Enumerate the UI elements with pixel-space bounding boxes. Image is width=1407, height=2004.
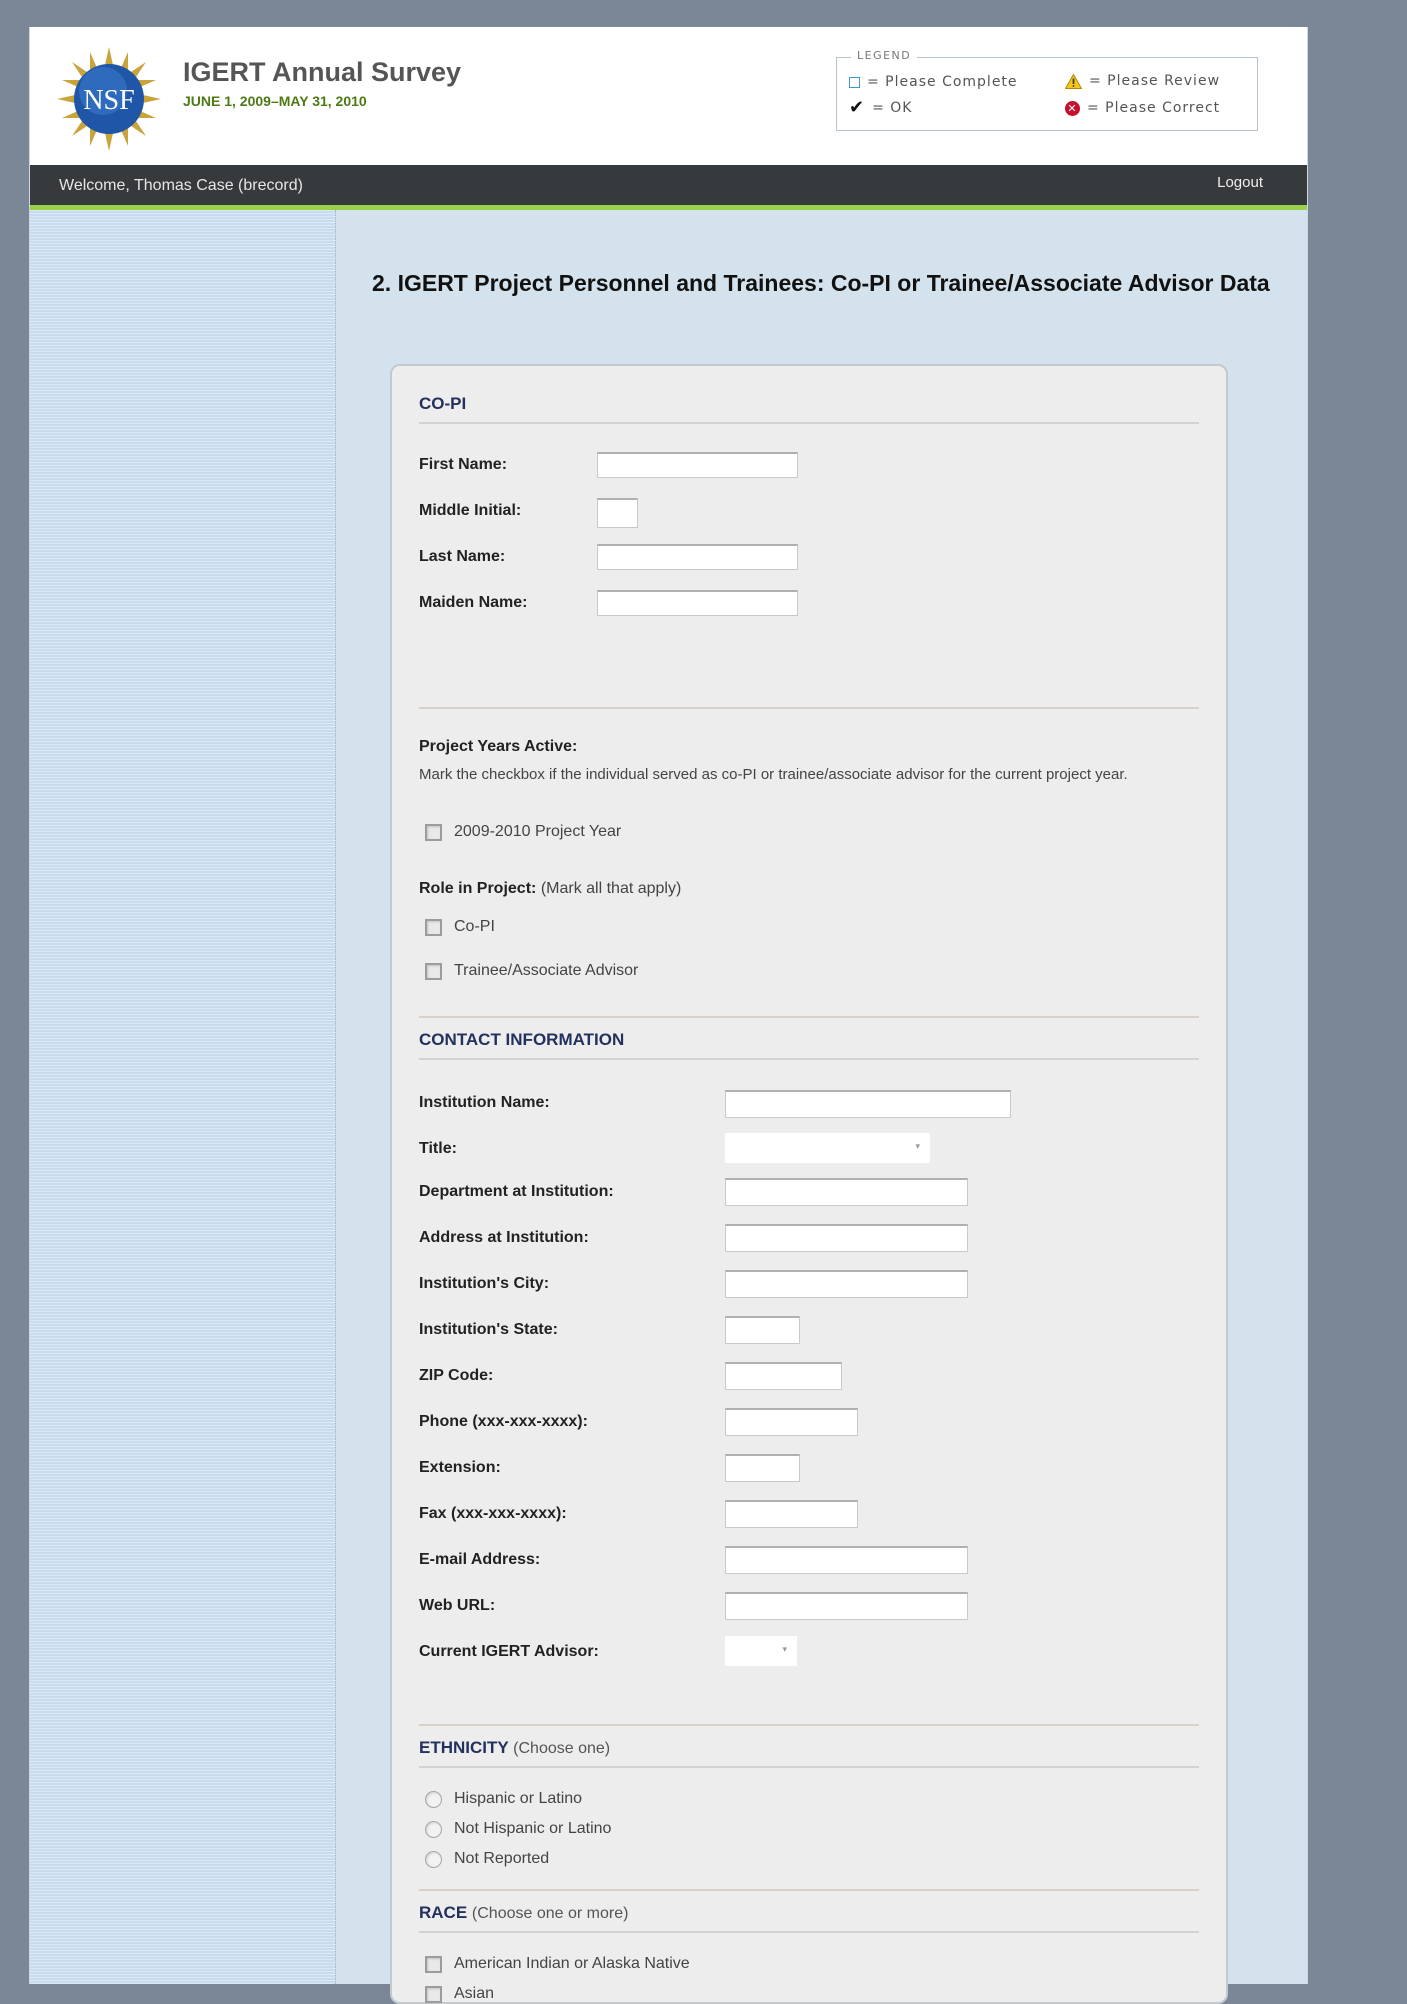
race-option-american-indian[interactable]: American Indian or Alaska Native — [425, 1955, 690, 1973]
state-input[interactable] — [725, 1316, 800, 1344]
sidebar — [30, 210, 336, 1984]
ethnicity-option-not-reported[interactable]: Not Reported — [425, 1850, 549, 1868]
address-input[interactable] — [725, 1224, 968, 1252]
page-container — [29, 27, 1308, 2002]
divider — [419, 1016, 1199, 1018]
role-trainee-advisor-option[interactable]: Trainee/Associate Advisor — [425, 962, 638, 980]
warning-icon — [1065, 74, 1082, 89]
divider — [419, 707, 1199, 709]
legend-title: LEGEND — [851, 49, 917, 62]
ethnicity-option-not-hispanic[interactable]: Not Hispanic or Latino — [425, 1820, 611, 1838]
project-years-label: Project Years Active: — [419, 738, 578, 755]
section-co-pi: CO-PI — [419, 394, 1199, 424]
city-label: Institution's City: — [419, 1275, 550, 1292]
ethnicity-radio-not-hispanic[interactable] — [425, 1821, 442, 1838]
institution-name-label: Institution Name: — [419, 1094, 550, 1111]
checkmark-icon: ✔ — [849, 97, 866, 118]
role-co-pi-checkbox[interactable] — [425, 919, 442, 936]
fax-input[interactable] — [725, 1500, 858, 1528]
project-years-help: Mark the checkbox if the individual served as co-PI or trainee/associate advisor for the current project year. — [419, 766, 1128, 783]
extension-label: Extension: — [419, 1459, 501, 1476]
maiden-name-input[interactable] — [597, 590, 798, 616]
address-label: Address at Institution: — [419, 1229, 589, 1246]
divider — [419, 1724, 1199, 1726]
extension-input[interactable] — [725, 1454, 800, 1482]
race-checkbox-american-indian[interactable] — [425, 1956, 442, 1973]
zip-code-input[interactable] — [725, 1362, 842, 1390]
legend-please-complete: = Please Complete — [849, 74, 1018, 90]
empty-box-icon — [849, 77, 860, 88]
app-title: IGERT Annual Survey — [183, 57, 462, 87]
first-name-label: First Name: — [419, 456, 508, 473]
page-title: 2. IGERT Project Personnel and Trainees: Co-PI or Trainee/Associate Advisor Data — [372, 270, 1270, 296]
first-name-input[interactable] — [597, 452, 798, 478]
phone-input[interactable] — [725, 1408, 858, 1436]
legend-ok: ✔ = OK — [849, 97, 913, 118]
state-label: Institution's State: — [419, 1321, 558, 1338]
nsf-logo — [57, 47, 161, 151]
error-x-icon: ✕ — [1065, 101, 1080, 116]
email-label: E-mail Address: — [419, 1551, 541, 1568]
middle-initial-input[interactable] — [597, 498, 638, 528]
last-name-label: Last Name: — [419, 548, 506, 565]
institution-name-input[interactable] — [725, 1090, 1011, 1118]
last-name-input[interactable] — [597, 544, 798, 570]
title-label: Title: — [419, 1140, 457, 1157]
legend — [836, 49, 1258, 131]
fax-label: Fax (xxx-xxx-xxxx): — [419, 1505, 567, 1522]
race-option-asian[interactable]: Asian — [425, 1985, 494, 2003]
web-url-input[interactable] — [725, 1592, 968, 1620]
role-trainee-advisor-checkbox[interactable] — [425, 963, 442, 980]
role-in-project-label: Role in Project: (Mark all that apply) — [419, 880, 682, 897]
logout-link[interactable]: Logout — [1217, 174, 1263, 191]
title-select[interactable] — [725, 1133, 930, 1163]
role-co-pi-option[interactable]: Co-PI — [425, 918, 495, 936]
chevron-down-icon: ▾ — [915, 1141, 920, 1151]
department-input[interactable] — [725, 1178, 968, 1206]
zip-code-label: ZIP Code: — [419, 1367, 494, 1384]
legend-please-review: = Please Review — [1065, 73, 1220, 89]
project-year-checkbox[interactable] — [425, 824, 442, 841]
top-nav-bar — [30, 165, 1307, 210]
section-race: RACE (Choose one or more) — [419, 1903, 1199, 1933]
current-advisor-label: Current IGERT Advisor: — [419, 1643, 599, 1660]
logo-text: NSF — [83, 85, 135, 116]
middle-initial-label: Middle Initial: — [419, 502, 522, 519]
section-contact-information: CONTACT INFORMATION — [419, 1030, 1199, 1060]
phone-label: Phone (xxx-xxx-xxxx): — [419, 1413, 588, 1430]
chevron-down-icon: ▾ — [782, 1644, 787, 1654]
legend-please-correct: ✕ = Please Correct — [1065, 100, 1220, 116]
ethnicity-radio-not-reported[interactable] — [425, 1851, 442, 1868]
welcome-text: Welcome, Thomas Case (brecord) — [59, 177, 303, 194]
email-input[interactable] — [725, 1546, 968, 1574]
header — [30, 27, 1307, 165]
current-advisor-select[interactable] — [725, 1636, 797, 1666]
web-url-label: Web URL: — [419, 1597, 496, 1614]
divider — [419, 1889, 1199, 1891]
project-year-option[interactable]: 2009-2010 Project Year — [425, 823, 621, 841]
ethnicity-option-hispanic[interactable]: Hispanic or Latino — [425, 1790, 582, 1808]
ethnicity-radio-hispanic[interactable] — [425, 1791, 442, 1808]
section-ethnicity: ETHNICITY (Choose one) — [419, 1738, 1199, 1768]
race-checkbox-asian[interactable] — [425, 1986, 442, 2003]
form-panel — [390, 364, 1228, 2004]
app-subtitle: JUNE 1, 2009–MAY 31, 2010 — [183, 93, 367, 109]
department-label: Department at Institution: — [419, 1183, 614, 1200]
maiden-name-label: Maiden Name: — [419, 594, 528, 611]
city-input[interactable] — [725, 1270, 968, 1298]
